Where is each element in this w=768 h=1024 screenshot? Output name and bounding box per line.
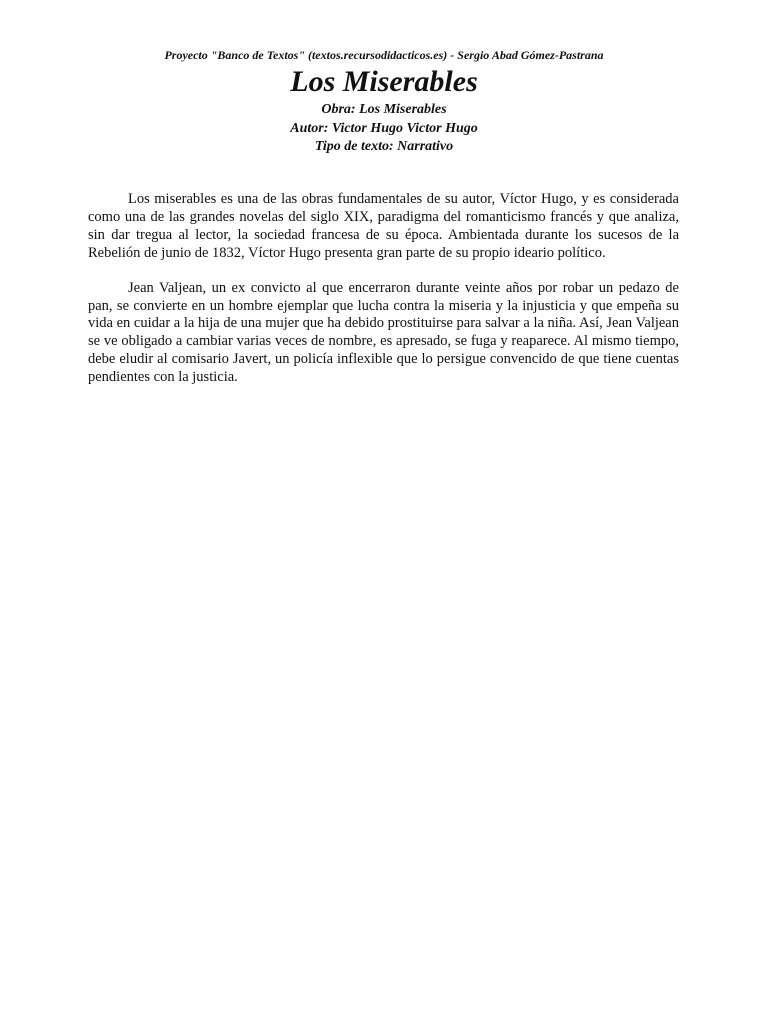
body-paragraph-1: Los miserables es una de las obras fundamentales de su autor, Víctor Hugo, y es considerada como una de las grandes novelas del siglo XIX, paradigma del romanticismo francés y que analiza, sin dar tregua al lector, la sociedad francesa de su época. Ambientada durante los sucesos de la Rebelión de junio de 1832, Víctor Hugo presenta gran parte de su propio ideario político. [88,191,679,261]
meta-autor: Autor: Victor Hugo Victor Hugo [290,120,478,136]
document-title: Los Miserables [290,65,478,98]
body-paragraph-2: Jean Valjean, un ex convicto al que encerraron durante veinte años por robar un pedazo de pan, se convierte en un hombre ejemplar que lucha contra la miseria y la injusticia y que empeña su vida en cuidar a la hija de una mujer que ha debido prostituirse para salvar a la niña. Así, Jean Valjean se ve obligado a cambiar varias veces de nombre, es apresado, se fuga y reaparece. Al mismo tiempo, debe eludir al comisario Javert, un policía inflexible que lo persigue convencido de que tiene cuentas pendientes con la justicia. [88,279,679,386]
document-body [88,191,679,404]
meta-tipo: Tipo de texto: Narrativo [314,139,454,154]
document-meta [0,101,768,157]
page-header: Proyecto "Banco de Textos" (textos.recursodidacticos.es) - Sergio Abad Gómez-Pastrana [164,48,604,62]
meta-obra: Obra: Los Miserables [321,102,447,117]
